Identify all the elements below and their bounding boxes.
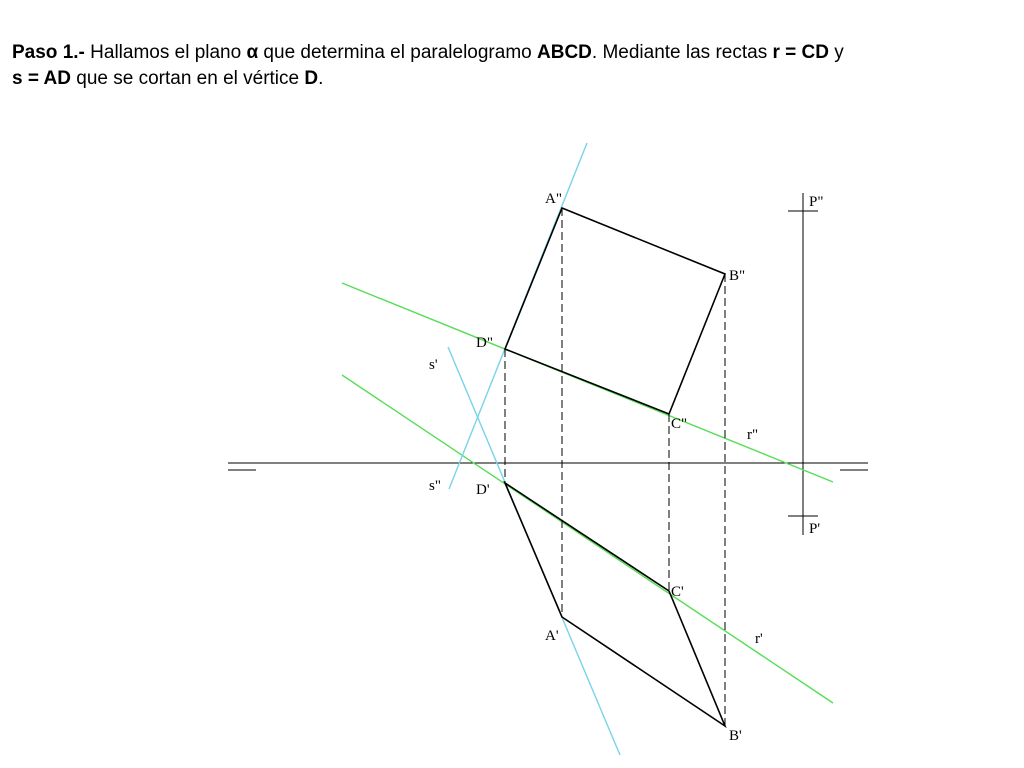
- text-part-3: . Mediante las rectas: [591, 42, 773, 63]
- label-d-vertical: D": [476, 335, 493, 351]
- label-b-vertical: B": [729, 268, 746, 284]
- label-r-vertical: r": [747, 427, 759, 443]
- label-c-horizontal: C': [671, 584, 684, 600]
- text-part-1: Hallamos el plano: [84, 42, 247, 63]
- label-r-horizontal: r': [755, 631, 763, 647]
- line-r-definition: r = CD: [772, 42, 829, 63]
- step-number: Paso 1.-: [12, 42, 85, 63]
- label-p-horizontal: P': [809, 521, 821, 537]
- vertex-name: D: [304, 68, 319, 89]
- label-p-vertical: P": [809, 194, 824, 210]
- line-s-definition: s = AD: [12, 68, 71, 89]
- label-b-horizontal: B': [729, 728, 742, 744]
- label-d-horizontal: D': [476, 482, 490, 498]
- text-part-6: .: [318, 68, 324, 89]
- text-part-4: y: [828, 42, 844, 63]
- label-c-vertical: C": [671, 416, 688, 432]
- label-a-horizontal: A': [545, 628, 559, 644]
- label-s-vertical: s": [429, 478, 441, 494]
- parallelogram-vertical-projection: [505, 208, 725, 414]
- text-part-5: que se cortan en el vértice: [70, 68, 305, 89]
- label-s-horizontal: s': [429, 357, 438, 373]
- figure-name: ABCD: [537, 42, 592, 63]
- plane-symbol: α: [246, 42, 259, 63]
- text-part-2: que determina el paralelogramo: [258, 42, 537, 63]
- label-a-vertical: A": [545, 191, 562, 207]
- line-r-horizontal-projection: [342, 375, 833, 703]
- parallelogram-horizontal-projection: [505, 483, 725, 726]
